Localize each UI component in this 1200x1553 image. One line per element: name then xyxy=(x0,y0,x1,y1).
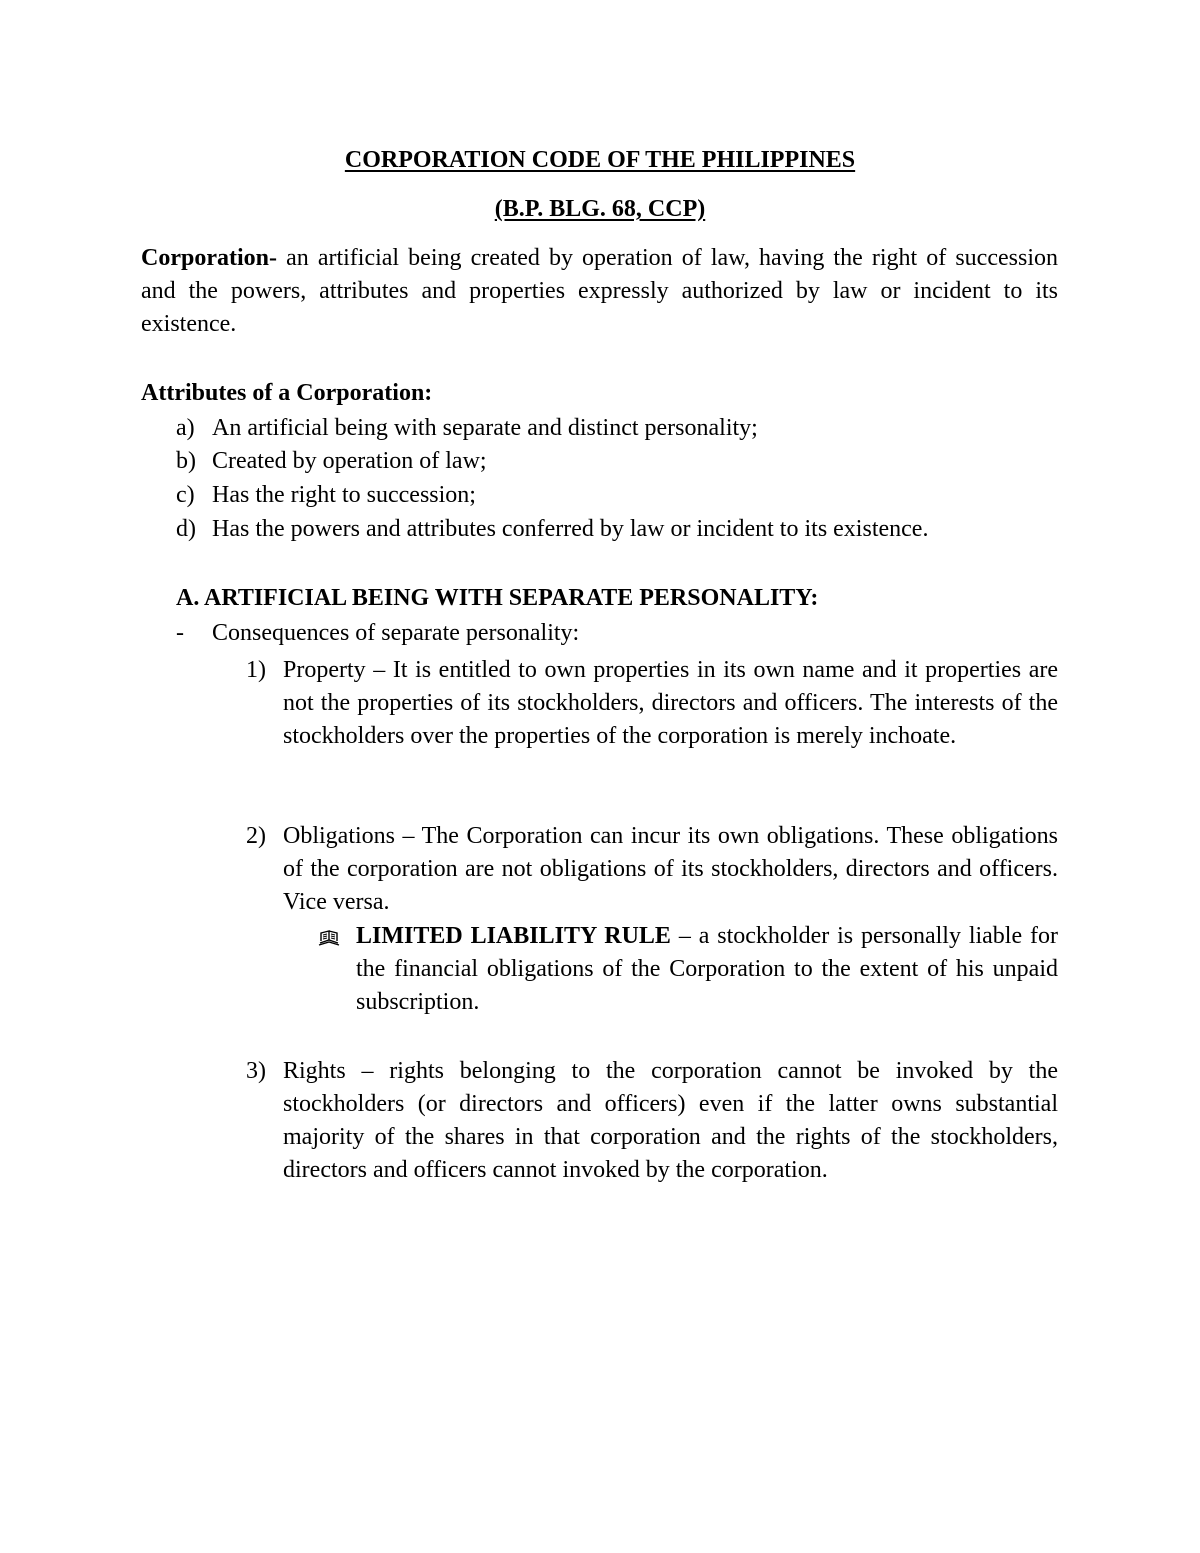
consequence-marker: 2) xyxy=(246,823,266,849)
document-title: CORPORATION CODE OF THE PHILIPPINES xyxy=(344,147,856,173)
section-a-heading: A. ARTIFICIAL BEING WITH SEPARATE PERSONALITY: xyxy=(176,585,819,611)
attribute-item: Has the right to succession; xyxy=(212,482,476,508)
attribute-item: An artificial being with separate and distinct personality; xyxy=(212,415,758,441)
definition-term: Corporation- xyxy=(141,245,277,271)
limited-liability-rule xyxy=(356,920,1058,1019)
attribute-item: Created by operation of law; xyxy=(212,448,487,474)
book-icon xyxy=(318,928,340,948)
consequences-intro: Consequences of separate personality: xyxy=(212,620,580,646)
document-subtitle: (B.P. BLG. 68, CCP) xyxy=(494,196,706,222)
attribute-marker: b) xyxy=(176,448,196,474)
consequence-marker: 1) xyxy=(246,657,266,683)
attribute-marker: d) xyxy=(176,516,196,542)
definition-paragraph xyxy=(141,242,1058,341)
limited-liability-label: LIMITED LIABILITY RULE xyxy=(356,923,671,949)
dash-marker: - xyxy=(176,620,184,646)
limited-liability-text: – a stockholder is personally liable for the financial obligations of the Corporation to the extent of his unpaid subscription. xyxy=(356,923,1058,1015)
attributes-heading: Attributes of a Corporation: xyxy=(141,380,433,406)
attribute-marker: c) xyxy=(176,482,195,508)
attribute-marker: a) xyxy=(176,415,195,441)
consequence-rights: Rights – rights belonging to the corporation cannot be invoked by the stockholders (or directors and officers) even if the latter owns substantial majority of the shares in that corporation and the rights of the stockholders, directors and officers cannot invoked by the corporation. xyxy=(283,1058,1058,1183)
definition-text: an artificial being created by operation of law, having the right of succession and the powers, attributes and properties expressly authorized by law or incident to its existence. xyxy=(141,245,1058,337)
attribute-item: Has the powers and attributes conferred by law or incident to its existence. xyxy=(212,516,929,542)
consequence-marker: 3) xyxy=(246,1058,266,1084)
consequence-obligations: Obligations – The Corporation can incur its own obligations. These obligations of the corporation are not obligations of its stockholders, directors and officers. Vice versa. xyxy=(283,823,1058,915)
consequence-property: Property – It is entitled to own properties in its own name and it properties are not the properties of its stockholders, directors and officers. The interests of the stockholders over the properties of the corporation is merely inchoate. xyxy=(283,657,1058,749)
